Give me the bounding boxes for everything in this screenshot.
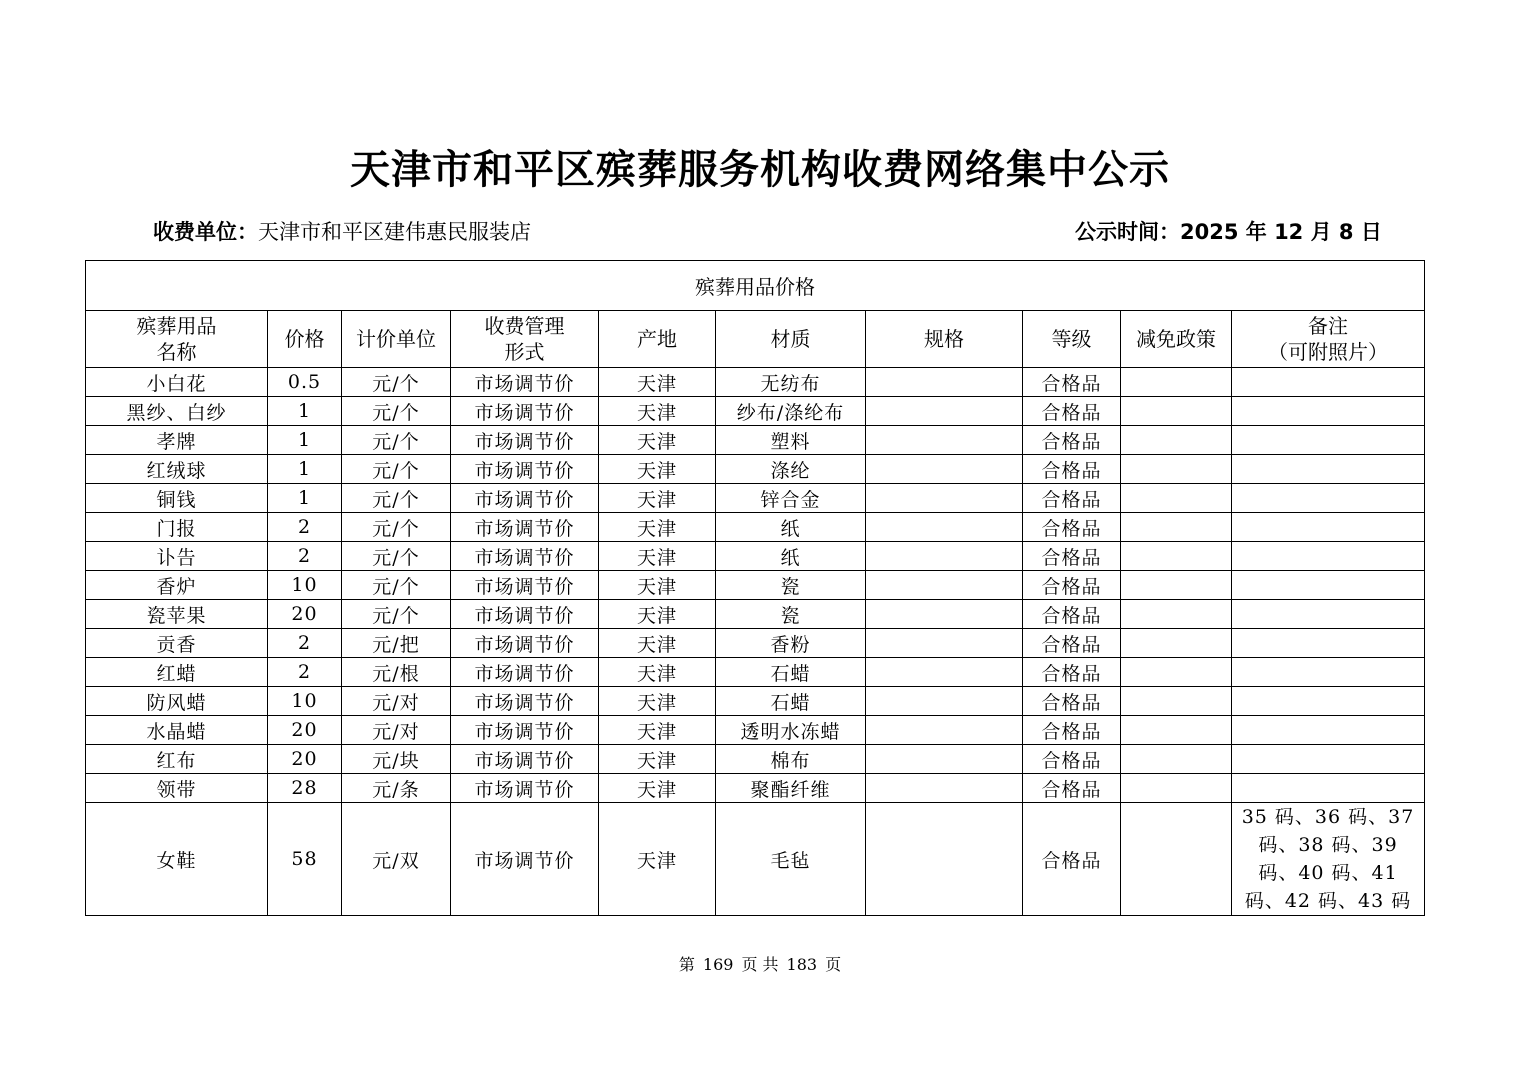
origin-cell: 天津 bbox=[599, 716, 716, 745]
origin-cell: 天津 bbox=[599, 542, 716, 571]
origin-cell: 天津 bbox=[599, 368, 716, 397]
grade-cell: 合格品 bbox=[1023, 513, 1121, 542]
header-grade bbox=[1023, 311, 1121, 368]
material-cell: 毛毡 bbox=[716, 803, 866, 916]
publish-date-label: 公示时间： bbox=[1075, 220, 1180, 244]
header-name-line: 名称 bbox=[156, 340, 197, 364]
table-row bbox=[86, 571, 1425, 600]
table-row bbox=[86, 368, 1425, 397]
fee-unit-value: 天津市和平区建伟惠民服装店 bbox=[258, 220, 531, 244]
origin-cell: 天津 bbox=[599, 600, 716, 629]
price-cell: 1 bbox=[268, 397, 342, 426]
price-cell: 20 bbox=[268, 745, 342, 774]
mgmt-cell: 市场调节价 bbox=[451, 542, 599, 571]
policy-cell bbox=[1121, 745, 1232, 774]
grade-cell: 合格品 bbox=[1023, 484, 1121, 513]
policy-cell bbox=[1121, 397, 1232, 426]
policy-cell bbox=[1121, 803, 1232, 916]
unit-cell: 元/块 bbox=[342, 745, 451, 774]
mgmt-cell: 市场调节价 bbox=[451, 658, 599, 687]
policy-cell bbox=[1121, 687, 1232, 716]
price-cell: 1 bbox=[268, 426, 342, 455]
current-page-number: 169 bbox=[702, 955, 734, 974]
note-cell bbox=[1232, 716, 1425, 745]
note-cell bbox=[1232, 687, 1425, 716]
note-cell bbox=[1232, 455, 1425, 484]
header-note-line: 备注 bbox=[1308, 314, 1349, 338]
item-name-cell: 黑纱、白纱 bbox=[86, 397, 268, 426]
policy-cell bbox=[1121, 658, 1232, 687]
price-cell: 2 bbox=[268, 658, 342, 687]
mgmt-cell: 市场调节价 bbox=[451, 571, 599, 600]
grade-cell: 合格品 bbox=[1023, 571, 1121, 600]
item-name-cell: 门报 bbox=[86, 513, 268, 542]
grade-cell: 合格品 bbox=[1023, 397, 1121, 426]
mgmt-cell: 市场调节价 bbox=[451, 426, 599, 455]
price-cell: 28 bbox=[268, 774, 342, 803]
note-cell bbox=[1232, 426, 1425, 455]
spec-cell bbox=[866, 687, 1023, 716]
fee-unit bbox=[153, 216, 531, 248]
spec-cell bbox=[866, 484, 1023, 513]
footer-prefix: 第 bbox=[678, 955, 695, 974]
price-cell: 20 bbox=[268, 716, 342, 745]
header-origin-line: 产地 bbox=[637, 327, 677, 351]
origin-cell: 天津 bbox=[599, 629, 716, 658]
column-header-row bbox=[86, 311, 1425, 368]
spec-cell bbox=[866, 426, 1023, 455]
header-unit bbox=[342, 311, 451, 368]
page-footer bbox=[0, 953, 1520, 977]
material-cell: 石蜡 bbox=[716, 687, 866, 716]
grade-cell: 合格品 bbox=[1023, 426, 1121, 455]
material-cell: 棉布 bbox=[716, 745, 866, 774]
header-spec bbox=[866, 311, 1023, 368]
mgmt-cell: 市场调节价 bbox=[451, 600, 599, 629]
header-policy bbox=[1121, 311, 1232, 368]
publish-date bbox=[1075, 216, 1382, 248]
price-cell: 10 bbox=[268, 687, 342, 716]
note-cell bbox=[1232, 368, 1425, 397]
spec-cell bbox=[866, 716, 1023, 745]
spec-cell bbox=[866, 455, 1023, 484]
table-row bbox=[86, 745, 1425, 774]
policy-cell bbox=[1121, 484, 1232, 513]
note-cell bbox=[1232, 774, 1425, 803]
policy-cell bbox=[1121, 426, 1232, 455]
header-grade-line: 等级 bbox=[1051, 327, 1092, 351]
header-note bbox=[1232, 311, 1425, 368]
section-header-row bbox=[86, 261, 1425, 311]
price-cell: 2 bbox=[268, 542, 342, 571]
unit-cell: 元/对 bbox=[342, 716, 451, 745]
unit-cell: 元/个 bbox=[342, 368, 451, 397]
item-name-cell: 防风蜡 bbox=[86, 687, 268, 716]
table-row bbox=[86, 658, 1425, 687]
grade-cell: 合格品 bbox=[1023, 542, 1121, 571]
policy-cell bbox=[1121, 542, 1232, 571]
grade-cell: 合格品 bbox=[1023, 687, 1121, 716]
header-note-line: （可附照片） bbox=[1268, 340, 1389, 364]
spec-cell bbox=[866, 571, 1023, 600]
grade-cell: 合格品 bbox=[1023, 600, 1121, 629]
table-row bbox=[86, 455, 1425, 484]
note-cell bbox=[1232, 600, 1425, 629]
origin-cell: 天津 bbox=[599, 774, 716, 803]
grade-cell: 合格品 bbox=[1023, 803, 1121, 916]
mgmt-cell: 市场调节价 bbox=[451, 513, 599, 542]
spec-cell bbox=[866, 745, 1023, 774]
table-row bbox=[86, 774, 1425, 803]
material-cell: 塑料 bbox=[716, 426, 866, 455]
policy-cell bbox=[1121, 513, 1232, 542]
spec-cell bbox=[866, 774, 1023, 803]
origin-cell: 天津 bbox=[599, 455, 716, 484]
origin-cell: 天津 bbox=[599, 397, 716, 426]
item-name-cell: 女鞋 bbox=[86, 803, 268, 916]
mgmt-cell: 市场调节价 bbox=[451, 455, 599, 484]
note-cell bbox=[1232, 484, 1425, 513]
unit-cell: 元/个 bbox=[342, 426, 451, 455]
unit-cell: 元/条 bbox=[342, 774, 451, 803]
header-spec-line: 规格 bbox=[924, 327, 964, 351]
policy-cell bbox=[1121, 774, 1232, 803]
policy-cell bbox=[1121, 629, 1232, 658]
spec-cell bbox=[866, 658, 1023, 687]
total-pages-number: 183 bbox=[786, 955, 818, 974]
table-row bbox=[86, 629, 1425, 658]
material-cell: 透明水冻蜡 bbox=[716, 716, 866, 745]
item-name-cell: 小白花 bbox=[86, 368, 268, 397]
mgmt-cell: 市场调节价 bbox=[451, 687, 599, 716]
unit-cell: 元/根 bbox=[342, 658, 451, 687]
spec-cell bbox=[866, 600, 1023, 629]
unit-cell: 元/个 bbox=[342, 542, 451, 571]
footer-suffix: 页 bbox=[825, 955, 842, 974]
item-name-cell: 红绒球 bbox=[86, 455, 268, 484]
price-cell: 2 bbox=[268, 513, 342, 542]
header-name-line: 殡葬用品 bbox=[136, 314, 217, 338]
origin-cell: 天津 bbox=[599, 745, 716, 774]
header-mgmt-line: 收费管理 bbox=[484, 314, 565, 338]
material-cell: 瓷 bbox=[716, 571, 866, 600]
header-price bbox=[268, 311, 342, 368]
origin-cell: 天津 bbox=[599, 687, 716, 716]
origin-cell: 天津 bbox=[599, 571, 716, 600]
table-row bbox=[86, 397, 1425, 426]
footer-middle: 页 共 bbox=[741, 955, 779, 974]
material-cell: 石蜡 bbox=[716, 658, 866, 687]
grade-cell: 合格品 bbox=[1023, 745, 1121, 774]
header-unit-line: 计价单位 bbox=[356, 327, 436, 351]
table-row bbox=[86, 484, 1425, 513]
note-cell bbox=[1232, 745, 1425, 774]
material-cell: 无纺布 bbox=[716, 368, 866, 397]
item-name-cell: 水晶蜡 bbox=[86, 716, 268, 745]
policy-cell bbox=[1121, 455, 1232, 484]
policy-cell bbox=[1121, 600, 1232, 629]
origin-cell: 天津 bbox=[599, 484, 716, 513]
price-cell: 1 bbox=[268, 455, 342, 484]
note-cell bbox=[1232, 513, 1425, 542]
price-cell: 10 bbox=[268, 571, 342, 600]
publish-date-value: 2025 年 12 月 8 日 bbox=[1180, 220, 1382, 244]
item-name-cell: 瓷苹果 bbox=[86, 600, 268, 629]
table-row bbox=[86, 542, 1425, 571]
table-row bbox=[86, 716, 1425, 745]
material-cell: 聚酯纤维 bbox=[716, 774, 866, 803]
note-cell bbox=[1232, 629, 1425, 658]
mgmt-cell: 市场调节价 bbox=[451, 484, 599, 513]
grade-cell: 合格品 bbox=[1023, 774, 1121, 803]
table-row bbox=[86, 803, 1425, 916]
item-name-cell: 贡香 bbox=[86, 629, 268, 658]
header-material-line: 材质 bbox=[770, 327, 811, 351]
unit-cell: 元/个 bbox=[342, 513, 451, 542]
note-cell bbox=[1232, 397, 1425, 426]
table-row bbox=[86, 687, 1425, 716]
price-cell: 1 bbox=[268, 484, 342, 513]
note-cell bbox=[1232, 658, 1425, 687]
unit-cell: 元/个 bbox=[342, 455, 451, 484]
grade-cell: 合格品 bbox=[1023, 368, 1121, 397]
unit-cell: 元/个 bbox=[342, 397, 451, 426]
note-cell bbox=[1232, 571, 1425, 600]
material-cell: 锌合金 bbox=[716, 484, 866, 513]
table-row bbox=[86, 600, 1425, 629]
unit-cell: 元/个 bbox=[342, 571, 451, 600]
unit-cell: 元/对 bbox=[342, 687, 451, 716]
item-name-cell: 领带 bbox=[86, 774, 268, 803]
mgmt-cell: 市场调节价 bbox=[451, 745, 599, 774]
header-mgmt bbox=[451, 311, 599, 368]
price-cell: 20 bbox=[268, 600, 342, 629]
header-price-line: 价格 bbox=[284, 327, 325, 351]
mgmt-cell: 市场调节价 bbox=[451, 803, 599, 916]
item-name-cell: 孝牌 bbox=[86, 426, 268, 455]
spec-cell bbox=[866, 397, 1023, 426]
policy-cell bbox=[1121, 571, 1232, 600]
material-cell: 香粉 bbox=[716, 629, 866, 658]
material-cell: 纸 bbox=[716, 542, 866, 571]
origin-cell: 天津 bbox=[599, 658, 716, 687]
grade-cell: 合格品 bbox=[1023, 455, 1121, 484]
price-cell: 0.5 bbox=[268, 368, 342, 397]
section-title: 殡葬用品价格 bbox=[86, 261, 1425, 311]
header-origin bbox=[599, 311, 716, 368]
note-cell bbox=[1232, 542, 1425, 571]
policy-cell bbox=[1121, 368, 1232, 397]
item-name-cell: 红蜡 bbox=[86, 658, 268, 687]
material-cell: 纸 bbox=[716, 513, 866, 542]
page-title: 天津市和平区殡葬服务机构收费网络集中公示 bbox=[350, 146, 1170, 193]
mgmt-cell: 市场调节价 bbox=[451, 397, 599, 426]
material-cell: 瓷 bbox=[716, 600, 866, 629]
grade-cell: 合格品 bbox=[1023, 629, 1121, 658]
origin-cell: 天津 bbox=[599, 513, 716, 542]
header-name bbox=[86, 311, 268, 368]
origin-cell: 天津 bbox=[599, 426, 716, 455]
item-name-cell: 讣告 bbox=[86, 542, 268, 571]
material-cell: 纱布/涤纶布 bbox=[716, 397, 866, 426]
price-table bbox=[85, 260, 1425, 916]
unit-cell: 元/把 bbox=[342, 629, 451, 658]
header-policy-line: 减免政策 bbox=[1136, 327, 1216, 351]
unit-cell: 元/双 bbox=[342, 803, 451, 916]
policy-cell bbox=[1121, 716, 1232, 745]
mgmt-cell: 市场调节价 bbox=[451, 368, 599, 397]
unit-cell: 元/个 bbox=[342, 484, 451, 513]
header-mgmt-line: 形式 bbox=[504, 340, 545, 364]
table-row bbox=[86, 513, 1425, 542]
spec-cell bbox=[866, 542, 1023, 571]
price-cell: 58 bbox=[268, 803, 342, 916]
spec-cell bbox=[866, 513, 1023, 542]
fee-unit-label: 收费单位： bbox=[153, 220, 258, 244]
price-cell: 2 bbox=[268, 629, 342, 658]
table-row bbox=[86, 426, 1425, 455]
spec-cell bbox=[866, 803, 1023, 916]
origin-cell: 天津 bbox=[599, 803, 716, 916]
item-name-cell: 香炉 bbox=[86, 571, 268, 600]
spec-cell bbox=[866, 368, 1023, 397]
unit-cell: 元/个 bbox=[342, 600, 451, 629]
mgmt-cell: 市场调节价 bbox=[451, 629, 599, 658]
material-cell: 涤纶 bbox=[716, 455, 866, 484]
grade-cell: 合格品 bbox=[1023, 716, 1121, 745]
item-name-cell: 铜钱 bbox=[86, 484, 268, 513]
header-material bbox=[716, 311, 866, 368]
mgmt-cell: 市场调节价 bbox=[451, 774, 599, 803]
item-name-cell: 红布 bbox=[86, 745, 268, 774]
note-cell: 35 码、36 码、37 码、38 码、39 码、40 码、41 码、42 码、43 码 bbox=[1232, 803, 1425, 916]
mgmt-cell: 市场调节价 bbox=[451, 716, 599, 745]
grade-cell: 合格品 bbox=[1023, 658, 1121, 687]
spec-cell bbox=[866, 629, 1023, 658]
